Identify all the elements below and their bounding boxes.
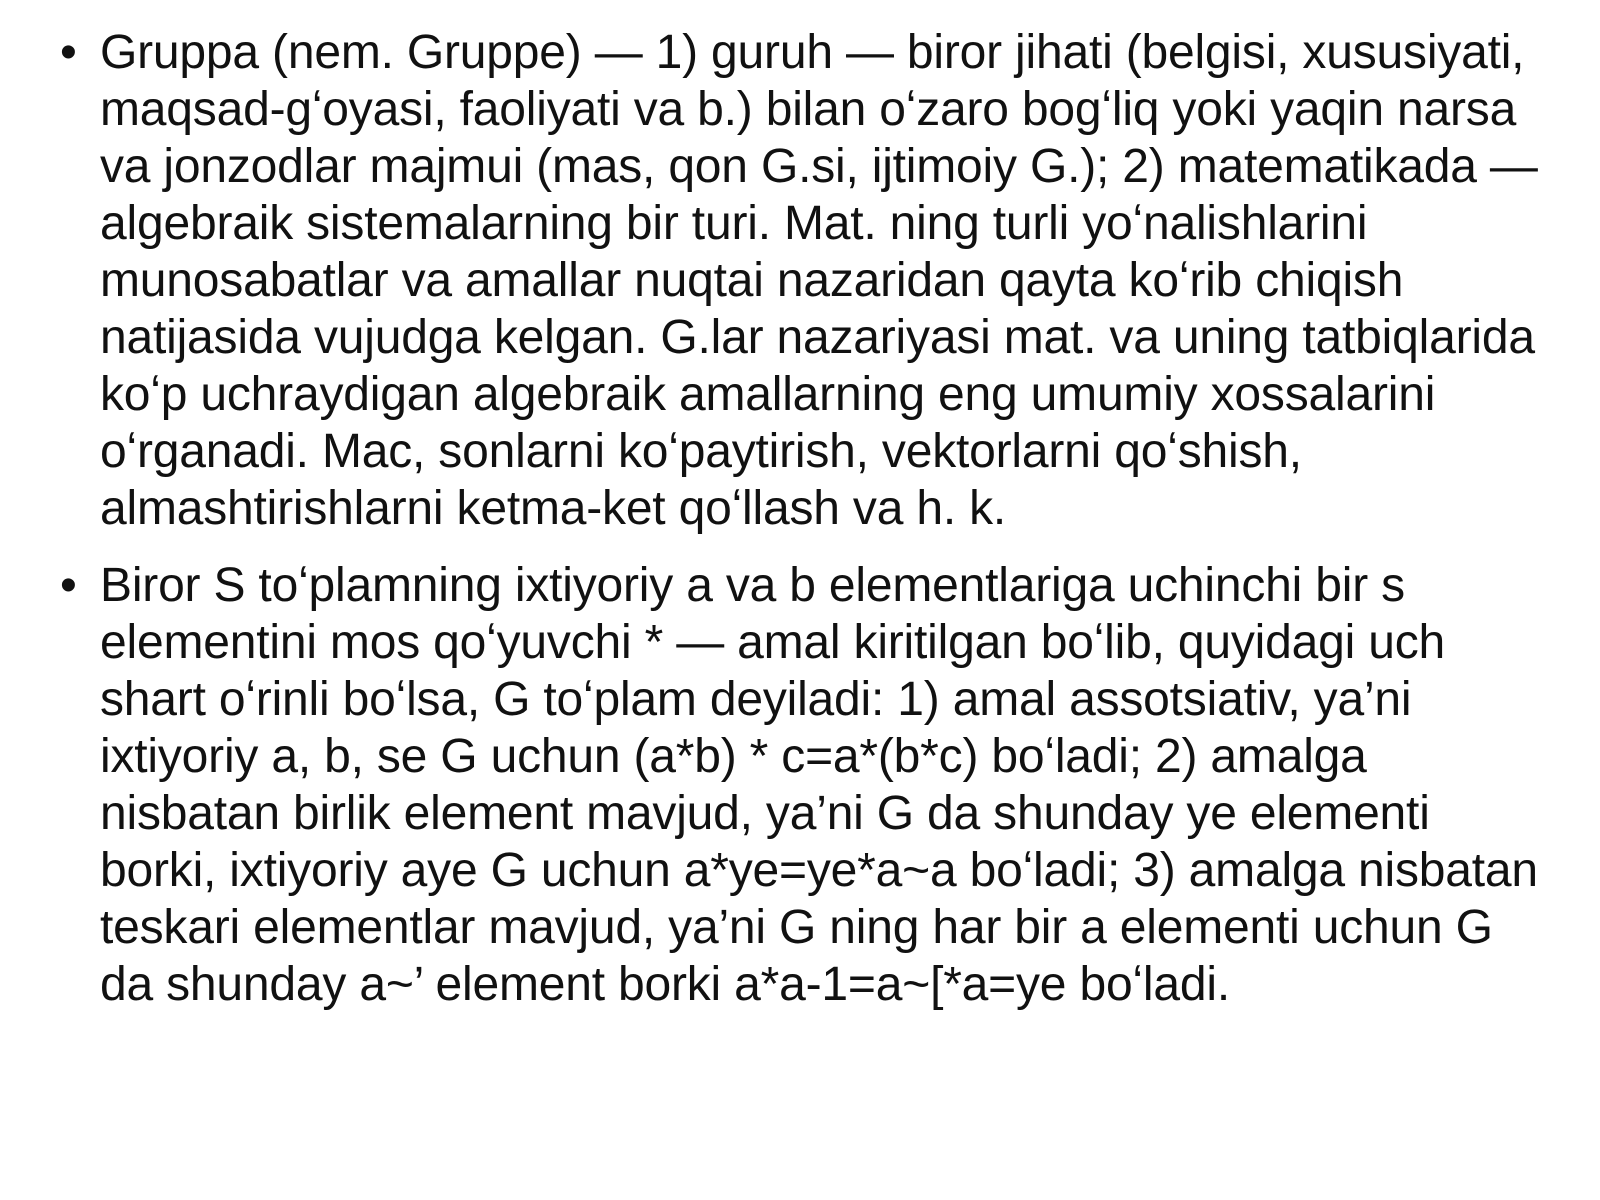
bullet-text: Biror S toʻplamning ixtiyoriy a va b elementlariga uchinchi bir s elementini mos qoʻyuvchi * — amal kiritilgan boʻlib, quyidagi uch shart oʻrinli boʻlsa, G toʻplam deyiladi: 1) amal assotsiativ, ya’ni ixtiyoriy a, b, se G uchun (a*b) * c=a*(b*c) boʻladi; 2) amalga nisbatan birlik element mavjud, ya’ni G da shunday ye elementi borki, ixtiyoriy aye G uchun a*ye=ye*a~a boʻladi; 3) amalga nisbatan teskari elementlar mavjud, ya’ni G ning har bir a elementi uchun G da shunday a~’ element borki a*a-1=a~[*a=ye boʻladi. (100, 559, 1538, 1011)
bullet-item-group-definition (56, 24, 1540, 537)
bullet-marker: • (60, 26, 77, 79)
bullet-marker: • (60, 559, 77, 612)
bullet-item-group-axioms (56, 557, 1540, 1013)
bullet-text: Gruppa (nem. Gruppe) — 1) guruh — biror jihati (belgisi, xususiyati, maqsad-gʻoyasi, faoliyati va b.) bilan oʻzaro bogʻliq yoki yaqin narsa va jonzodlar majmui (mas, qon G.si, ijtimoiy G.); 2) matematikada — algebraik sistemalarning bir turi. Mat. ning turli yoʻnalishlarini munosabatlar va amallar nuqtai nazaridan qayta koʻrib chiqish natijasida vujudga kelgan. G.lar nazariyasi mat. va uning tatbiqlarida koʻp uchraydigan algebraik amallarning eng umumiy xossalarini oʻrganadi. Mac, sonlarni koʻpaytirish, vektorlarni qoʻshish, almashtirishlarni ketma-ket qoʻllash va h. k. (100, 26, 1538, 535)
bullet-list (56, 24, 1540, 1013)
